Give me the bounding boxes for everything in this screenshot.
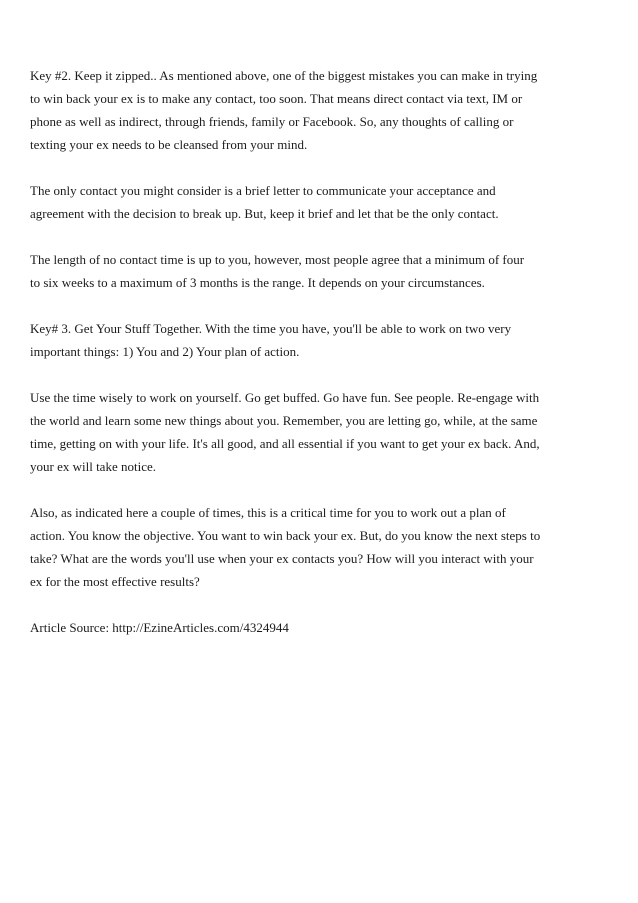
paragraph-no-contact-length <box>30 248 602 294</box>
text-line: to six weeks to a maximum of 3 months is the range. It depends on your circumstances. <box>30 275 485 290</box>
text-line: action. You know the objective. You want to win back your ex. But, do you know the next steps to <box>30 528 541 543</box>
text-line: your ex will take notice. <box>30 459 156 474</box>
text-line: ex for the most effective results? <box>30 574 200 589</box>
text-line: The length of no contact time is up to you, however, most people agree that a minimum of four <box>30 252 525 267</box>
paragraph-key-3 <box>30 317 602 363</box>
paragraph-plan-of-action <box>30 501 602 593</box>
text-line: The only contact you might consider is a brief letter to communicate your acceptance and <box>30 183 496 198</box>
article-source <box>30 616 602 639</box>
text-line: phone as well as indirect, through friends, family or Facebook. So, any thoughts of calling or <box>30 114 514 129</box>
text-line: important things: 1) You and 2) Your plan of action. <box>30 344 300 359</box>
text-line: Key #2. Keep it zipped.. As mentioned above, one of the biggest mistakes you can make in trying <box>30 68 538 83</box>
text-line: to win back your ex is to make any contact, too soon. That means direct contact via text, IM or <box>30 91 523 106</box>
document-body <box>30 64 602 662</box>
text-line: texting your ex needs to be cleansed from your mind. <box>30 137 308 152</box>
text-line: Also, as indicated here a couple of times, this is a critical time for you to work out a plan of <box>30 505 506 520</box>
text-line: time, getting on with your life. It's all good, and all essential if you want to get your ex back. And, <box>30 436 540 451</box>
paragraph-only-contact <box>30 179 602 225</box>
text-line: Key# 3. Get Your Stuff Together. With the time you have, you'll be able to work on two very <box>30 321 512 336</box>
article-source-text: Article Source: http://EzineArticles.com/4324944 <box>30 620 289 635</box>
text-line: take? What are the words you'll use when your ex contacts you? How will you interact with your <box>30 551 534 566</box>
text-line: the world and learn some new things about you. Remember, you are letting go, while, at the same <box>30 413 538 428</box>
text-line: agreement with the decision to break up. But, keep it brief and let that be the only contact. <box>30 206 499 221</box>
paragraph-use-time-wisely <box>30 386 602 478</box>
text-line: Use the time wisely to work on yourself. Go get buffed. Go have fun. See people. Re-engage with <box>30 390 540 405</box>
paragraph-key-2 <box>30 64 602 156</box>
